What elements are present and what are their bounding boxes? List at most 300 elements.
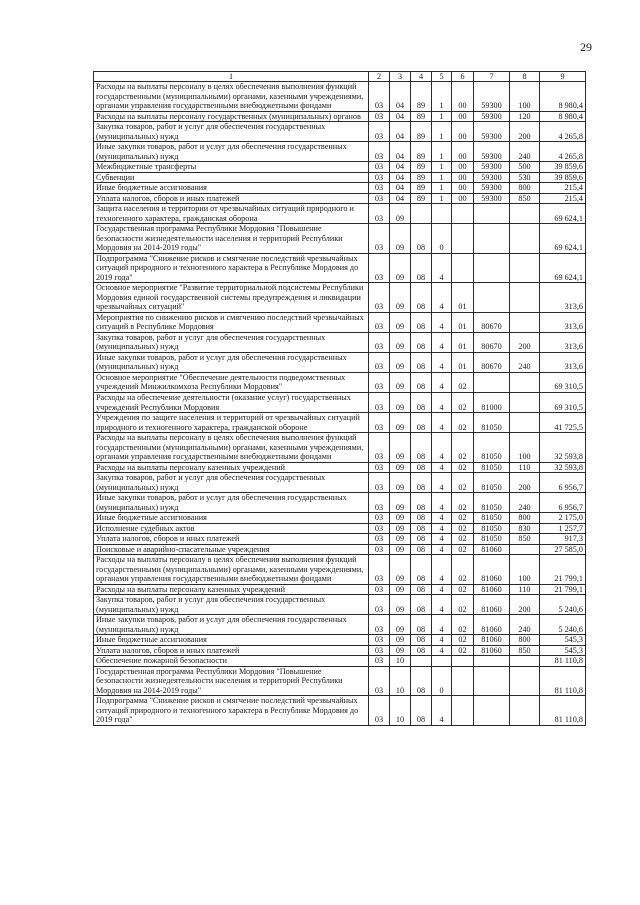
row-subprogram: 4	[432, 372, 452, 392]
row-expense-type: 200	[510, 122, 540, 142]
row-section: 03	[369, 696, 390, 726]
table-row	[94, 172, 586, 183]
row-subsection: 09	[390, 513, 411, 524]
row-expense-type	[510, 666, 540, 696]
row-expense-type: 240	[510, 352, 540, 372]
row-name: Уплата налогов, сборов и иных платежей	[94, 534, 369, 545]
row-amount: 5 240,6	[540, 595, 586, 615]
row-direction: 80670	[474, 352, 510, 372]
row-subsection: 10	[390, 656, 411, 667]
row-subprogram: 1	[432, 162, 452, 173]
row-subprogram: 4	[432, 584, 452, 595]
row-name: Субвенции	[94, 172, 369, 183]
row-subsection: 04	[390, 193, 411, 204]
row-event: 00	[452, 172, 474, 183]
row-section: 03	[369, 332, 390, 352]
row-expense-type: 800	[510, 513, 540, 524]
row-program: 89	[411, 111, 432, 122]
row-direction: 81050	[474, 513, 510, 524]
row-event	[452, 204, 474, 224]
row-section: 03	[369, 584, 390, 595]
row-program: 08	[411, 224, 432, 254]
row-name: Подпрограмма "Снижение рисков и смягчение последствий чрезвычайных ситуаций природного и техногенного характера в Республике Мордовия до 2019 года"	[94, 253, 369, 283]
row-amount: 32 593,8	[540, 433, 586, 463]
table-row	[94, 513, 586, 524]
row-direction: 81050	[474, 493, 510, 513]
row-program: 89	[411, 183, 432, 194]
row-amount: 313,6	[540, 332, 586, 352]
row-section: 03	[369, 413, 390, 433]
column-header: 1	[94, 72, 369, 82]
row-amount: 215,4	[540, 183, 586, 194]
row-amount: 8 980,4	[540, 82, 586, 112]
table-row	[94, 204, 586, 224]
row-program: 08	[411, 413, 432, 433]
row-subprogram: 4	[432, 413, 452, 433]
row-subprogram: 4	[432, 534, 452, 545]
row-event: 02	[452, 513, 474, 524]
row-name: Закупка товаров, работ и услуг для обеспечения государственных (муниципальных) нужд	[94, 473, 369, 493]
row-name: Расходы на выплаты персоналу казенных учреждений	[94, 462, 369, 473]
row-amount: 917,3	[540, 534, 586, 545]
row-direction: 81050	[474, 433, 510, 463]
row-program: 08	[411, 635, 432, 646]
table-row	[94, 666, 586, 696]
row-name: Расходы на выплаты персоналу государственных (муниципальных) органов	[94, 111, 369, 122]
row-amount: 81 110,8	[540, 696, 586, 726]
row-direction: 81050	[474, 523, 510, 534]
row-expense-type: 800	[510, 183, 540, 194]
row-expense-type: 830	[510, 523, 540, 534]
row-expense-type	[510, 283, 540, 313]
table-row	[94, 462, 586, 473]
row-event: 01	[452, 312, 474, 332]
row-direction: 81060	[474, 555, 510, 585]
row-amount: 4 265,8	[540, 142, 586, 162]
row-direction: 81060	[474, 544, 510, 555]
row-name: Иные закупки товаров, работ и услуг для обеспечения государственных (муниципальных) нужд	[94, 493, 369, 513]
row-subsection: 09	[390, 534, 411, 545]
row-direction: 59300	[474, 183, 510, 194]
row-program: 08	[411, 666, 432, 696]
row-program: 08	[411, 696, 432, 726]
row-subprogram: 4	[432, 696, 452, 726]
row-expense-type	[510, 372, 540, 392]
row-subprogram: 4	[432, 493, 452, 513]
row-subprogram: 4	[432, 392, 452, 412]
row-event: 00	[452, 82, 474, 112]
row-name: Межбюджетные трансферты	[94, 162, 369, 173]
row-program: 08	[411, 253, 432, 283]
table-row	[94, 413, 586, 433]
row-subsection: 09	[390, 493, 411, 513]
row-amount: 4 265,8	[540, 122, 586, 142]
row-amount: 313,6	[540, 312, 586, 332]
column-header: 2	[369, 72, 390, 82]
row-event: 02	[452, 584, 474, 595]
row-amount: 81 110,8	[540, 656, 586, 667]
row-direction: 59300	[474, 162, 510, 173]
row-subsection: 09	[390, 523, 411, 534]
table-row	[94, 253, 586, 283]
row-subprogram: 4	[432, 645, 452, 656]
row-expense-type: 100	[510, 555, 540, 585]
row-expense-type: 110	[510, 462, 540, 473]
row-event: 02	[452, 372, 474, 392]
row-section: 03	[369, 493, 390, 513]
row-program: 08	[411, 595, 432, 615]
row-subprogram: 1	[432, 172, 452, 183]
row-direction: 81050	[474, 534, 510, 545]
row-direction	[474, 372, 510, 392]
page-number: 29	[580, 40, 592, 54]
row-event: 00	[452, 122, 474, 142]
row-name: Иные закупки товаров, работ и услуг для обеспечения государственных (муниципальных) нужд	[94, 352, 369, 372]
row-amount: 41 725,5	[540, 413, 586, 433]
row-subprogram: 4	[432, 635, 452, 646]
row-direction: 59300	[474, 82, 510, 112]
table-row	[94, 555, 586, 585]
row-expense-type	[510, 413, 540, 433]
row-direction	[474, 204, 510, 224]
row-expense-type: 110	[510, 584, 540, 595]
row-amount: 81 110,8	[540, 666, 586, 696]
row-subprogram: 1	[432, 142, 452, 162]
row-name: Подпрограмма "Снижение рисков и смягчение последствий чрезвычайных ситуаций природного и техногенного характера в Республике Мордовия до 2019 года"	[94, 696, 369, 726]
table-row	[94, 473, 586, 493]
row-section: 03	[369, 635, 390, 646]
row-direction: 81050	[474, 413, 510, 433]
budget-table	[93, 71, 586, 726]
row-section: 03	[369, 122, 390, 142]
row-subprogram: 1	[432, 183, 452, 194]
row-expense-type	[510, 253, 540, 283]
row-name: Уплата налогов, сборов и иных платежей	[94, 193, 369, 204]
row-event: 02	[452, 645, 474, 656]
table-row	[94, 544, 586, 555]
table-row	[94, 312, 586, 332]
row-program: 89	[411, 193, 432, 204]
row-name: Государственная программа Республики Мордовия "Повышение безопасности жизнедеятельности населения и территорий Республики Мордовия на 2014-2019 годы"	[94, 224, 369, 254]
row-name: Уплата налогов, сборов и иных платежей	[94, 645, 369, 656]
row-name: Закупка товаров, работ и услуг для обеспечения государственных (муниципальных) нужд	[94, 122, 369, 142]
row-direction	[474, 656, 510, 667]
row-expense-type: 240	[510, 615, 540, 635]
table-row	[94, 584, 586, 595]
row-subsection: 09	[390, 584, 411, 595]
row-direction: 59300	[474, 172, 510, 183]
row-program: 08	[411, 352, 432, 372]
row-section: 03	[369, 595, 390, 615]
row-expense-type	[510, 544, 540, 555]
row-subsection: 09	[390, 462, 411, 473]
row-amount: 69 624,1	[540, 204, 586, 224]
row-direction: 80670	[474, 312, 510, 332]
row-amount: 2 175,0	[540, 513, 586, 524]
row-direction: 81060	[474, 595, 510, 615]
row-section: 03	[369, 513, 390, 524]
table-row	[94, 332, 586, 352]
row-amount: 69 624,1	[540, 253, 586, 283]
row-subprogram: 1	[432, 82, 452, 112]
row-direction: 59300	[474, 142, 510, 162]
row-name: Расходы на обеспечение деятельности (оказание услуг) государственных учреждений Республики Мордовия	[94, 392, 369, 412]
row-program: 08	[411, 534, 432, 545]
row-event: 00	[452, 142, 474, 162]
row-direction	[474, 666, 510, 696]
row-program: 08	[411, 433, 432, 463]
row-amount: 39 859,6	[540, 162, 586, 173]
row-amount: 69 310,5	[540, 392, 586, 412]
row-section: 03	[369, 645, 390, 656]
row-direction: 80670	[474, 332, 510, 352]
row-direction: 81060	[474, 615, 510, 635]
table-row	[94, 142, 586, 162]
row-event	[452, 666, 474, 696]
row-expense-type: 200	[510, 332, 540, 352]
row-event: 01	[452, 352, 474, 372]
table-row	[94, 193, 586, 204]
row-event	[452, 696, 474, 726]
row-name: Расходы на выплаты персоналу в целях обеспечения выполнения функций государственными (муниципальными) органами, казенными учреждениями, органами управления государственными внебюджетными фондами	[94, 82, 369, 112]
table-row	[94, 162, 586, 173]
row-name: Государственная программа Республики Мордовия "Повышение безопасности жизнедеятельности населения и территорий Республики Мордовия на 2014-2019 годы"	[94, 666, 369, 696]
row-section: 03	[369, 352, 390, 372]
row-subsection: 09	[390, 433, 411, 463]
table-row	[94, 372, 586, 392]
row-name: Иные закупки товаров, работ и услуг для обеспечения государственных (муниципальных) нужд	[94, 142, 369, 162]
row-section: 03	[369, 433, 390, 463]
row-subsection: 09	[390, 555, 411, 585]
row-expense-type	[510, 312, 540, 332]
table-row	[94, 534, 586, 545]
row-expense-type	[510, 696, 540, 726]
row-program: 89	[411, 172, 432, 183]
row-amount: 545,3	[540, 645, 586, 656]
row-subsection: 09	[390, 224, 411, 254]
row-subsection: 09	[390, 352, 411, 372]
table-row	[94, 595, 586, 615]
row-expense-type: 850	[510, 193, 540, 204]
row-subsection: 09	[390, 413, 411, 433]
row-amount: 313,6	[540, 283, 586, 313]
row-name: Исполнение судебных актов	[94, 523, 369, 534]
row-program: 08	[411, 312, 432, 332]
row-section: 03	[369, 224, 390, 254]
table-row	[94, 122, 586, 142]
row-section: 03	[369, 204, 390, 224]
row-subprogram	[432, 656, 452, 667]
row-subsection: 04	[390, 142, 411, 162]
row-amount: 5 240,6	[540, 615, 586, 635]
row-program: 08	[411, 513, 432, 524]
row-program: 89	[411, 162, 432, 173]
row-subsection: 09	[390, 332, 411, 352]
row-direction	[474, 696, 510, 726]
row-expense-type: 100	[510, 82, 540, 112]
row-expense-type: 100	[510, 433, 540, 463]
row-name: Защита населения и территории от чрезвычайных ситуаций природного и техногенного характера, гражданская оборона	[94, 204, 369, 224]
row-direction: 59300	[474, 111, 510, 122]
row-amount: 313,6	[540, 352, 586, 372]
row-subsection: 09	[390, 372, 411, 392]
row-subprogram: 4	[432, 253, 452, 283]
table-row	[94, 615, 586, 635]
row-direction: 81060	[474, 584, 510, 595]
row-subsection: 09	[390, 615, 411, 635]
row-event: 00	[452, 111, 474, 122]
row-subsection: 09	[390, 312, 411, 332]
row-section: 03	[369, 523, 390, 534]
row-amount: 69 624,1	[540, 224, 586, 254]
row-name: Основное мероприятие "Обеспечение деятельности подведомственных учреждений Минжилкомхоза Республики Мордовия"	[94, 372, 369, 392]
row-program: 08	[411, 615, 432, 635]
row-event: 02	[452, 635, 474, 646]
row-subsection: 09	[390, 595, 411, 615]
column-header: 7	[474, 72, 510, 82]
row-section: 03	[369, 615, 390, 635]
table-row	[94, 656, 586, 667]
row-name: Иные бюджетные ассигнования	[94, 183, 369, 194]
row-amount: 27 585,0	[540, 544, 586, 555]
row-section: 03	[369, 193, 390, 204]
row-name: Иные закупки товаров, работ и услуг для обеспечения государственных (муниципальных) нужд	[94, 615, 369, 635]
row-subsection: 04	[390, 162, 411, 173]
row-event: 00	[452, 183, 474, 194]
row-expense-type	[510, 204, 540, 224]
row-name: Расходы на выплаты персоналу в целях обеспечения выполнения функций государственными (муниципальными) органами, казенными учреждениями, органами управления государственными внебюджетными фондами	[94, 555, 369, 585]
row-section: 03	[369, 473, 390, 493]
row-subprogram: 4	[432, 473, 452, 493]
row-subsection: 04	[390, 122, 411, 142]
table-row	[94, 523, 586, 534]
row-event: 00	[452, 193, 474, 204]
row-subprogram: 4	[432, 433, 452, 463]
row-program: 08	[411, 283, 432, 313]
column-header: 8	[510, 72, 540, 82]
row-subprogram: 4	[432, 352, 452, 372]
row-name: Основное мероприятие "Развитие территориальной подсистемы Республики Мордовия единой государственной системы предупреждения и ликвидации чрезвычайных ситуаций"	[94, 283, 369, 313]
row-expense-type: 850	[510, 534, 540, 545]
row-expense-type: 850	[510, 645, 540, 656]
row-amount: 6 956,7	[540, 473, 586, 493]
table-row	[94, 696, 586, 726]
row-subprogram: 4	[432, 544, 452, 555]
row-name: Обеспечение пожарной безопасности	[94, 656, 369, 667]
row-program: 08	[411, 462, 432, 473]
row-event: 02	[452, 493, 474, 513]
row-expense-type: 200	[510, 473, 540, 493]
row-direction	[474, 224, 510, 254]
row-name: Расходы на выплаты персоналу казенных учреждений	[94, 584, 369, 595]
row-subsection: 04	[390, 172, 411, 183]
table-row	[94, 645, 586, 656]
row-subsection: 04	[390, 183, 411, 194]
row-program: 08	[411, 584, 432, 595]
row-event: 02	[452, 473, 474, 493]
row-section: 03	[369, 253, 390, 283]
column-header: 6	[452, 72, 474, 82]
row-subprogram: 4	[432, 615, 452, 635]
row-program: 08	[411, 372, 432, 392]
row-event: 02	[452, 595, 474, 615]
row-program: 89	[411, 122, 432, 142]
row-name: Иные бюджетные ассигнования	[94, 635, 369, 646]
row-subprogram: 4	[432, 513, 452, 524]
row-event: 02	[452, 392, 474, 412]
row-subprogram: 0	[432, 224, 452, 254]
row-amount: 69 310,5	[540, 372, 586, 392]
row-program: 08	[411, 645, 432, 656]
row-event: 02	[452, 523, 474, 534]
row-event: 02	[452, 433, 474, 463]
table-body	[94, 82, 586, 726]
row-section: 03	[369, 534, 390, 545]
row-name: Мероприятия по снижению рисков и смягчению последствий чрезвычайных ситуаций в Республике Мордовия	[94, 312, 369, 332]
row-expense-type: 530	[510, 172, 540, 183]
row-program: 08	[411, 392, 432, 412]
row-section: 03	[369, 283, 390, 313]
row-subprogram: 4	[432, 312, 452, 332]
row-amount: 215,4	[540, 193, 586, 204]
table-row	[94, 183, 586, 194]
row-event	[452, 253, 474, 283]
row-expense-type: 120	[510, 111, 540, 122]
row-subprogram: 1	[432, 122, 452, 142]
row-name: Закупка товаров, работ и услуг для обеспечения государственных (муниципальных) нужд	[94, 595, 369, 615]
row-subprogram: 4	[432, 283, 452, 313]
row-section: 03	[369, 666, 390, 696]
row-subprogram: 1	[432, 193, 452, 204]
row-direction: 81050	[474, 473, 510, 493]
row-program	[411, 204, 432, 224]
row-section: 03	[369, 82, 390, 112]
row-program: 08	[411, 523, 432, 534]
row-subsection: 10	[390, 696, 411, 726]
row-subsection: 09	[390, 645, 411, 656]
row-section: 03	[369, 462, 390, 473]
row-section: 03	[369, 162, 390, 173]
row-event: 01	[452, 332, 474, 352]
row-expense-type	[510, 392, 540, 412]
row-name: Учреждения по защите населения и территорий от чрезвычайных ситуаций природного и техногенного характера, гражданской обороне	[94, 413, 369, 433]
row-name: Иные бюджетные ассигнования	[94, 513, 369, 524]
row-event: 02	[452, 462, 474, 473]
row-expense-type: 800	[510, 635, 540, 646]
row-amount: 39 859,6	[540, 172, 586, 183]
row-program: 08	[411, 493, 432, 513]
row-event: 02	[452, 534, 474, 545]
row-name: Поисковые и аварийно-спасательные учреждения	[94, 544, 369, 555]
row-event	[452, 656, 474, 667]
row-expense-type: 240	[510, 493, 540, 513]
row-name: Расходы на выплаты персоналу в целях обеспечения выполнения функций государственными (муниципальными) органами, казенными учреждениями, органами управления государственными внебюджетными фондами	[94, 433, 369, 463]
row-subsection: 09	[390, 635, 411, 646]
row-name: Закупка товаров, работ и услуг для обеспечения государственных (муниципальных) нужд	[94, 332, 369, 352]
row-event	[452, 224, 474, 254]
row-program: 08	[411, 473, 432, 493]
row-subprogram: 4	[432, 555, 452, 585]
row-section: 03	[369, 555, 390, 585]
row-section: 03	[369, 544, 390, 555]
row-subsection: 09	[390, 544, 411, 555]
row-expense-type: 500	[510, 162, 540, 173]
header-row	[94, 72, 586, 82]
row-program: 08	[411, 332, 432, 352]
row-section: 03	[369, 183, 390, 194]
column-header: 4	[411, 72, 432, 82]
row-expense-type	[510, 224, 540, 254]
